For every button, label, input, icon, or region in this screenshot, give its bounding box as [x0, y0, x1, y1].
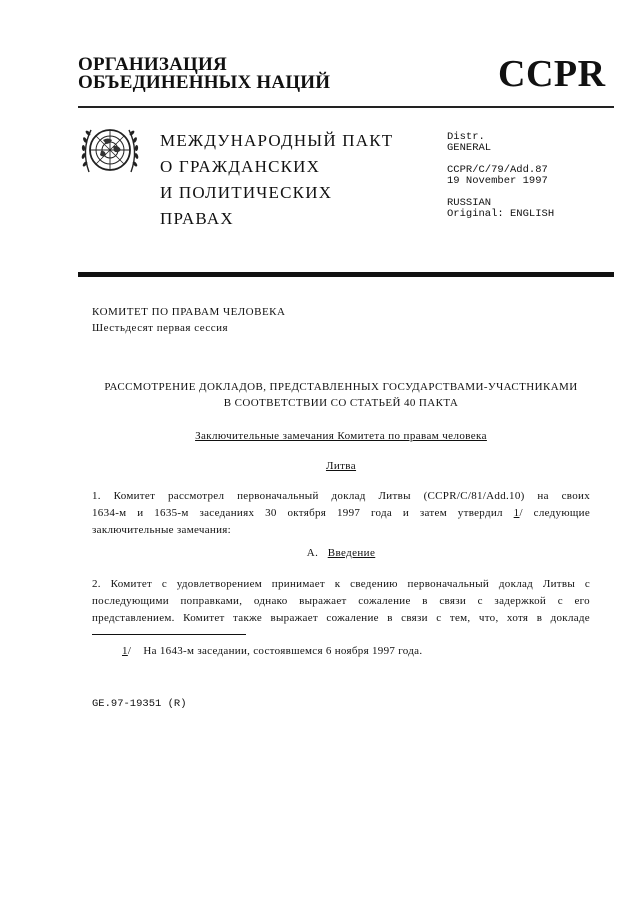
- paragraph-1: [92, 488, 590, 539]
- paragraph-1-line-2-tail: / следующие: [519, 507, 590, 519]
- section-title: Введение: [327, 547, 376, 559]
- committee-block: [92, 304, 285, 336]
- header-rule: [78, 106, 614, 108]
- country-heading: [92, 458, 590, 474]
- paragraph-1-line-2-text: 1634-м и 1635-м заседаниях 30 октября 1997 года и затем утвердил: [92, 507, 514, 519]
- paragraph-1-line-3: заключительные замечания:: [92, 524, 231, 536]
- country-name: Литва: [325, 460, 357, 472]
- footnote-slash: /: [127, 645, 132, 657]
- report-title: [92, 379, 590, 411]
- report-subtitle: [92, 428, 590, 444]
- distribution-value: GENERAL: [447, 142, 492, 154]
- un-emblem-icon: [79, 120, 141, 178]
- document-language: RUSSIAN: [447, 197, 492, 209]
- organization-name: [78, 56, 330, 92]
- footnote-text: На 1643-м заседании, состоявшемся 6 ноября 1997 года.: [143, 645, 423, 657]
- footnote-number: 1: [122, 645, 128, 657]
- original-language: Original: ENGLISH: [447, 208, 555, 220]
- paragraph-1-line-1: 1. Комитет рассмотрел первоначальный доклад Литвы (CCPR/C/81/Add.10) на своих: [92, 490, 590, 502]
- job-number: GE.97-19351 (R): [92, 698, 187, 710]
- org-line-2: ОБЪЕДИНЕННЫХ НАЦИЙ: [78, 72, 331, 93]
- paragraph-2-line-1: 2. Комитет с удовлетворением принимает к сведению первоначальный доклад Литвы с: [92, 578, 590, 590]
- footnote: [122, 643, 422, 659]
- distribution-label: Distr.: [447, 131, 485, 143]
- covenant-line-3: И ПОЛИТИЧЕСКИХ: [160, 183, 333, 202]
- covenant-line-1: МЕЖДУНАРОДНЫЙ ПАКТ: [160, 131, 394, 150]
- footnote-separator: [92, 634, 246, 635]
- report-title-line-1: РАССМОТРЕНИЕ ДОКЛАДОВ, ПРЕДСТАВЛЕННЫХ ГОСУДАРСТВАМИ-УЧАСТНИКАМИ: [104, 381, 578, 393]
- committee-name: КОМИТЕТ ПО ПРАВАМ ЧЕЛОВЕКА: [92, 306, 286, 318]
- paragraph-2-line-2: последующими поправками, однако выражает сожаление в связи с задержкой с его: [92, 595, 590, 607]
- document-series-symbol: CCPR: [498, 53, 606, 95]
- org-line-1: ОРГАНИЗАЦИЯ: [78, 54, 227, 75]
- covenant-line-2: О ГРАЖДАНСКИХ: [160, 157, 321, 176]
- document-info: [447, 132, 554, 231]
- session-name: Шестьдесят первая сессия: [92, 322, 229, 334]
- report-title-line-2: В СООТВЕТСТВИИ СО СТАТЬЕЙ 40 ПАКТА: [223, 397, 459, 409]
- document-symbol: CCPR/C/79/Add.87: [447, 164, 548, 176]
- covenant-line-4: ПРАВАХ: [160, 209, 234, 228]
- header-thick-rule: [78, 272, 614, 277]
- footnote-reference[interactable]: 1: [513, 507, 520, 519]
- subtitle-text: Заключительные замечания Комитета по правам человека: [195, 430, 487, 442]
- covenant-title: [160, 128, 393, 232]
- paragraph-2: [92, 576, 590, 627]
- section-heading-a: [92, 545, 590, 561]
- paragraph-1-line-2: [92, 505, 590, 522]
- document-date: 19 November 1997: [447, 175, 548, 187]
- section-letter: A.: [306, 547, 319, 559]
- paragraph-2-line-3: представлением. Комитет также выражает сожаление в связи с тем, что, хотя в докладе: [92, 612, 590, 624]
